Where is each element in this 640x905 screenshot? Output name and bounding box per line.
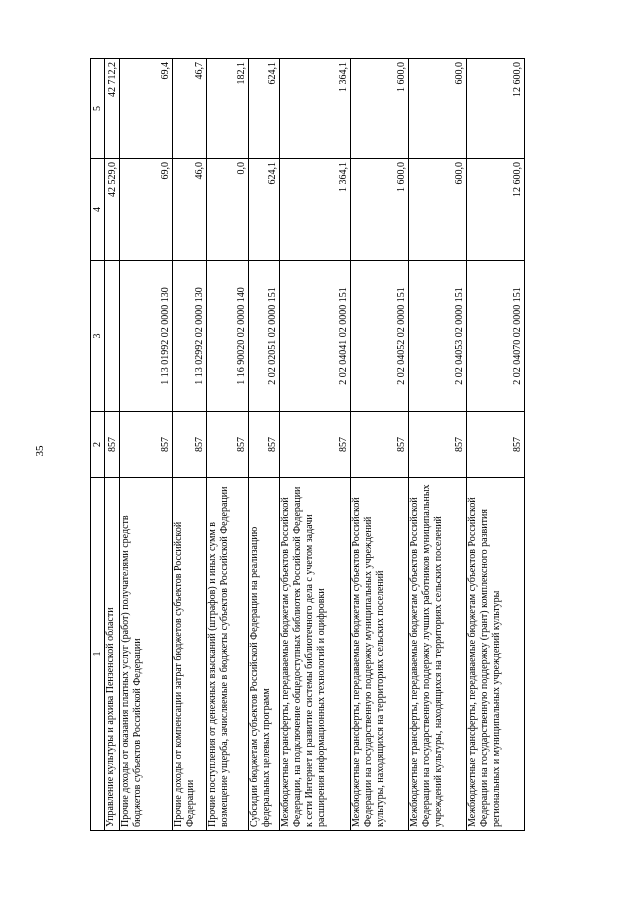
budget-code-cell: 1 16 90020 02 0000 140 xyxy=(206,261,248,412)
value-col4-cell: 42 529,0 xyxy=(105,159,120,261)
value-col4-cell: 1 364,1 xyxy=(280,159,350,261)
value-col4-cell: 12 600,0 xyxy=(466,159,524,261)
column-header: 5 xyxy=(91,59,105,159)
value-col4-cell: 69,0 xyxy=(119,159,173,261)
value-col5-cell: 69,4 xyxy=(119,59,173,159)
value-col4-cell: 600,0 xyxy=(408,159,466,261)
table-row xyxy=(249,59,280,831)
table-row xyxy=(350,59,408,831)
table-row xyxy=(466,59,524,831)
admin-code-cell: 857 xyxy=(350,412,408,478)
row-name-cell: Прочие поступления от денежных взысканий (штрафов) и иных сумм в возмещение ущерба, зачисляемые в бюджеты субъектов Российской Федерации xyxy=(206,478,248,831)
row-name-cell: Управление культуры и архива Пензенской области xyxy=(105,478,120,831)
value-col4-cell: 46,0 xyxy=(173,159,207,261)
budget-code-cell: 2 02 04053 02 0000 151 xyxy=(408,261,466,412)
admin-code-cell: 857 xyxy=(105,412,120,478)
column-header: 3 xyxy=(91,261,105,412)
budget-code-cell: 1 13 01992 02 0000 130 xyxy=(119,261,173,412)
value-col5-cell: 12 600,0 xyxy=(466,59,524,159)
table-body xyxy=(105,59,525,831)
admin-code-cell: 857 xyxy=(206,412,248,478)
revenue-table xyxy=(90,58,525,831)
value-col5-cell: 600,0 xyxy=(408,59,466,159)
row-name-cell: Прочие доходы от оказания платных услуг (работ) получателями средств бюджетов субъектов Российской Федерации xyxy=(119,478,173,831)
admin-code-cell: 857 xyxy=(173,412,207,478)
value-col4-cell: 0,0 xyxy=(206,159,248,261)
value-col5-cell: 1 364,1 xyxy=(280,59,350,159)
value-col5-cell: 1 600,0 xyxy=(350,59,408,159)
table-row xyxy=(119,59,173,831)
table-row xyxy=(206,59,248,831)
value-col5-cell: 182,1 xyxy=(206,59,248,159)
row-name-cell: Межбюджетные трансферты, передаваемые бюджетам субъектов Российской Федерации на государственную поддержку муниципальных учреждений культуры, находящихся на территориях сельских поселений xyxy=(350,478,408,831)
budget-code-cell xyxy=(105,261,120,412)
row-name-cell: Межбюджетные трансферты, передаваемые бюджетам субъектов Российской Федерации на государственную поддержку (грант) комплексного развития региональных и муниципальных учреждений культуры xyxy=(466,478,524,831)
budget-code-cell: 1 13 02992 02 0000 130 xyxy=(173,261,207,412)
row-name-cell: Субсидии бюджетам субъектов Российской Федерации на реализацию федеральных целевых программ xyxy=(249,478,280,831)
row-name-cell: Прочие доходы от компенсации затрат бюджетов субъектов Российской Федерации xyxy=(173,478,207,831)
admin-code-cell: 857 xyxy=(249,412,280,478)
budget-code-cell: 2 02 04070 02 0000 151 xyxy=(466,261,524,412)
header-row xyxy=(91,59,105,831)
value-col5-cell: 42 712,2 xyxy=(105,59,120,159)
column-header: 1 xyxy=(91,478,105,831)
page-number: 35 xyxy=(34,445,46,457)
column-header: 4 xyxy=(91,159,105,261)
value-col4-cell: 624,1 xyxy=(249,159,280,261)
table-row xyxy=(408,59,466,831)
budget-code-cell: 2 02 02051 02 0000 151 xyxy=(249,261,280,412)
admin-code-cell: 857 xyxy=(280,412,350,478)
value-col5-cell: 624,1 xyxy=(249,59,280,159)
budget-code-cell: 2 02 04041 02 0000 151 xyxy=(280,261,350,412)
table-row xyxy=(105,59,120,831)
table-row xyxy=(173,59,207,831)
admin-code-cell: 857 xyxy=(408,412,466,478)
row-name-cell: Межбюджетные трансферты, передаваемые бюджетам субъектов Российской Федерации, на подключение общедоступных библиотек Российской Федерации к сети Интернет и развитие системы библиотечного дела с учетом задачи расширения информационных технологий и оцифровки xyxy=(280,478,350,831)
column-header: 2 xyxy=(91,412,105,478)
admin-code-cell: 857 xyxy=(466,412,524,478)
row-name-cell: Межбюджетные трансферты, передаваемые бюджетам субъектов Российской Федерации на государственную поддержку лучших работников муниципальных учреждений культуры, находящихся на территориях сельских поселений xyxy=(408,478,466,831)
value-col5-cell: 46,7 xyxy=(173,59,207,159)
report-table-rotated xyxy=(90,59,525,831)
budget-code-cell: 2 02 04052 02 0000 151 xyxy=(350,261,408,412)
admin-code-cell: 857 xyxy=(119,412,173,478)
value-col4-cell: 1 600,0 xyxy=(350,159,408,261)
table-row xyxy=(280,59,350,831)
